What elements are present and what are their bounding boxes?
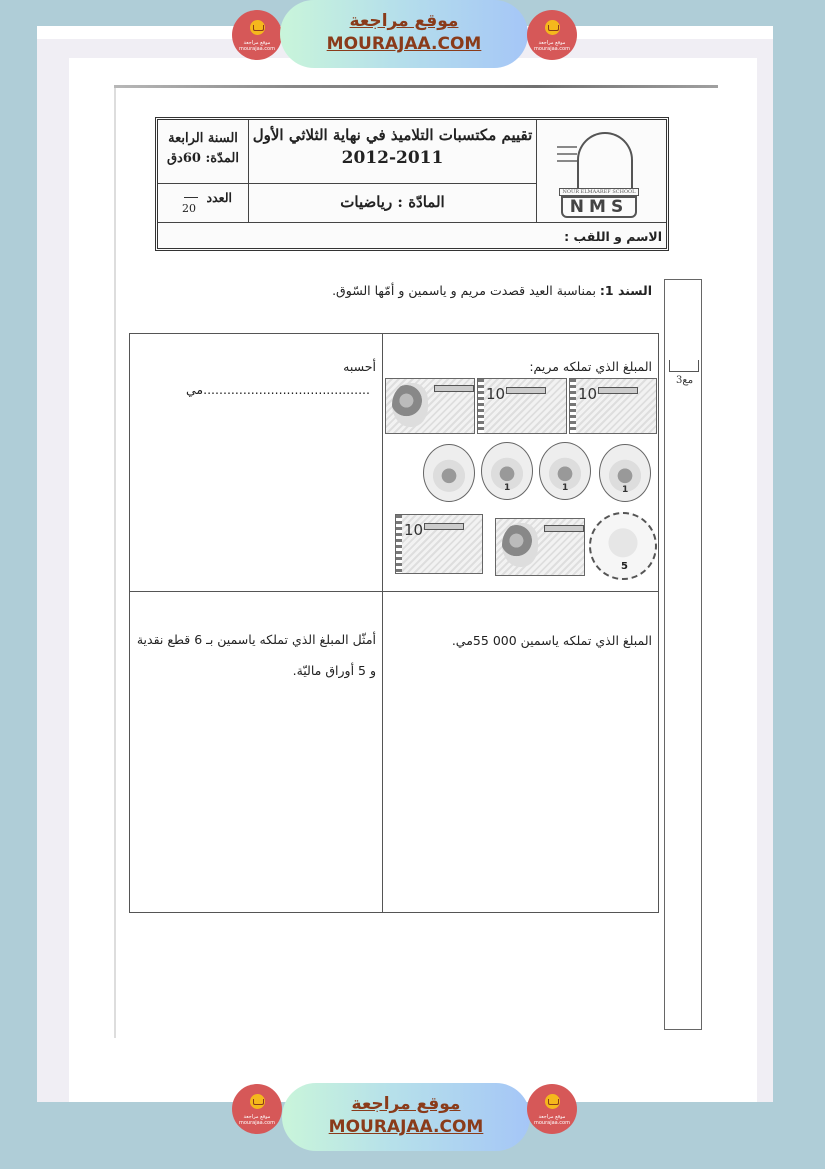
header-top-row <box>158 120 666 223</box>
watermark-logo-left[interactable] <box>232 10 282 60</box>
watermark-arabic-text: موقع مراجعة <box>349 11 459 31</box>
school-logo <box>559 128 639 220</box>
school-logo-cell <box>536 120 666 223</box>
portrait-icon <box>392 383 428 427</box>
duration: المدّة: 60دق <box>166 151 240 166</box>
watermark-logo-caption: موقع مراجعة mourajaa.com <box>533 40 570 52</box>
title-cell <box>248 120 536 223</box>
coin <box>423 444 475 502</box>
coin-1 <box>599 444 651 502</box>
watermark-logo-caption: موقع مراجعة mourajaa.com <box>238 1114 275 1126</box>
note-header <box>598 387 638 394</box>
cell-compute[interactable] <box>130 334 384 592</box>
banknote-5 <box>495 518 585 576</box>
note-header <box>506 387 546 394</box>
note-value: 10 <box>486 385 506 403</box>
school-year: 2012-2011 <box>341 148 444 168</box>
watermark-banner-top[interactable] <box>280 0 528 68</box>
watermark-logo-caption: موقع مراجعة mourajaa.com <box>533 1114 570 1126</box>
subject-label: المادّة : رياضيات <box>340 193 445 211</box>
book-icon <box>250 1094 265 1109</box>
note-value: 10 <box>404 521 424 539</box>
note-header <box>424 523 464 530</box>
coin-value: 1 <box>562 483 569 493</box>
coin-1 <box>539 442 591 500</box>
score-denominator: 20 <box>182 202 196 215</box>
coin-1 <box>481 442 533 500</box>
note-header <box>544 525 584 532</box>
watermark-banner-bottom[interactable] <box>282 1083 530 1151</box>
watermark-logo-right[interactable] <box>527 1084 577 1134</box>
book-icon <box>250 20 265 35</box>
banknote-5 <box>385 378 475 434</box>
grade-box[interactable] <box>669 360 699 372</box>
context-statement <box>320 283 652 298</box>
note-header <box>434 385 474 392</box>
yasmine-statement: المبلغ الذي تملكه ياسمين 000 55مي. <box>451 633 652 648</box>
represent-line-2: و 5 أوراق ماليّة. <box>292 663 376 678</box>
exam-header <box>155 117 669 251</box>
money-illustration <box>383 376 659 584</box>
score-label: العدد <box>206 190 232 205</box>
coin-value: 1 <box>622 485 629 495</box>
watermark-logo-caption: موقع مراجعة mourajaa.com <box>238 40 275 52</box>
coin-value: 5 <box>621 561 628 572</box>
compute-prompt: أحسبه <box>343 359 376 374</box>
criterion-label: مع3 <box>676 375 694 386</box>
score-blank[interactable] <box>184 197 198 198</box>
grade-level: السنة الرابعة <box>168 131 238 146</box>
cell-yasmine-amount <box>382 592 658 912</box>
watermark-logo-right[interactable] <box>527 10 577 60</box>
coin-5 <box>589 512 657 580</box>
score-block <box>158 184 248 223</box>
logo-initials: NMS <box>561 196 637 218</box>
logo-lines <box>557 146 577 167</box>
maryam-prompt: المبلغ الذي تملكه مريم: <box>529 359 652 374</box>
exam-title: تقييم مكتسبات التلاميذ في نهاية الثلاثي الأول <box>252 126 533 144</box>
scan-edge <box>114 85 718 88</box>
book-icon <box>545 1094 560 1109</box>
book-icon <box>545 20 560 35</box>
title-block <box>249 120 536 184</box>
watermark-latin-text: MOURAJAA.COM <box>326 34 482 54</box>
logo-caption: NOUR ELMAAREF SCHOOL <box>559 188 639 196</box>
answer-line[interactable]: ..........................................مي <box>186 382 370 397</box>
note-stripe <box>570 379 576 433</box>
info-cell <box>158 120 248 223</box>
note-stripe <box>396 515 402 573</box>
context-label: السند 1: <box>599 283 652 298</box>
banknote-10 <box>395 514 483 574</box>
represent-instruction <box>136 624 376 686</box>
watermark-latin-text: MOURAJAA.COM <box>328 1117 484 1137</box>
banknote-10 <box>477 378 567 434</box>
subject-block <box>249 184 536 223</box>
logo-arch-icon <box>577 132 633 188</box>
watermark-logo-left[interactable] <box>232 1084 282 1134</box>
level-duration-block <box>158 120 248 184</box>
cell-represent[interactable] <box>130 592 384 912</box>
banknote-10 <box>569 378 657 434</box>
student-name-row[interactable] <box>158 223 666 251</box>
coin-value: 1 <box>504 483 511 493</box>
note-value: 10 <box>578 385 598 403</box>
grading-column <box>664 279 702 1030</box>
note-stripe <box>478 379 484 433</box>
represent-line-1: أمثّل المبلغ الذي تملكه ياسمين بـ 6 قطع نقدية <box>136 632 376 647</box>
portrait-icon <box>502 523 538 567</box>
name-label: الاسم و اللقب : <box>564 229 662 244</box>
scan-edge <box>114 88 116 1038</box>
context-text: بمناسبة العيد قصدت مريم و ياسمين و أمّها السّوق. <box>332 283 596 298</box>
watermark-arabic-text: موقع مراجعة <box>351 1094 461 1114</box>
